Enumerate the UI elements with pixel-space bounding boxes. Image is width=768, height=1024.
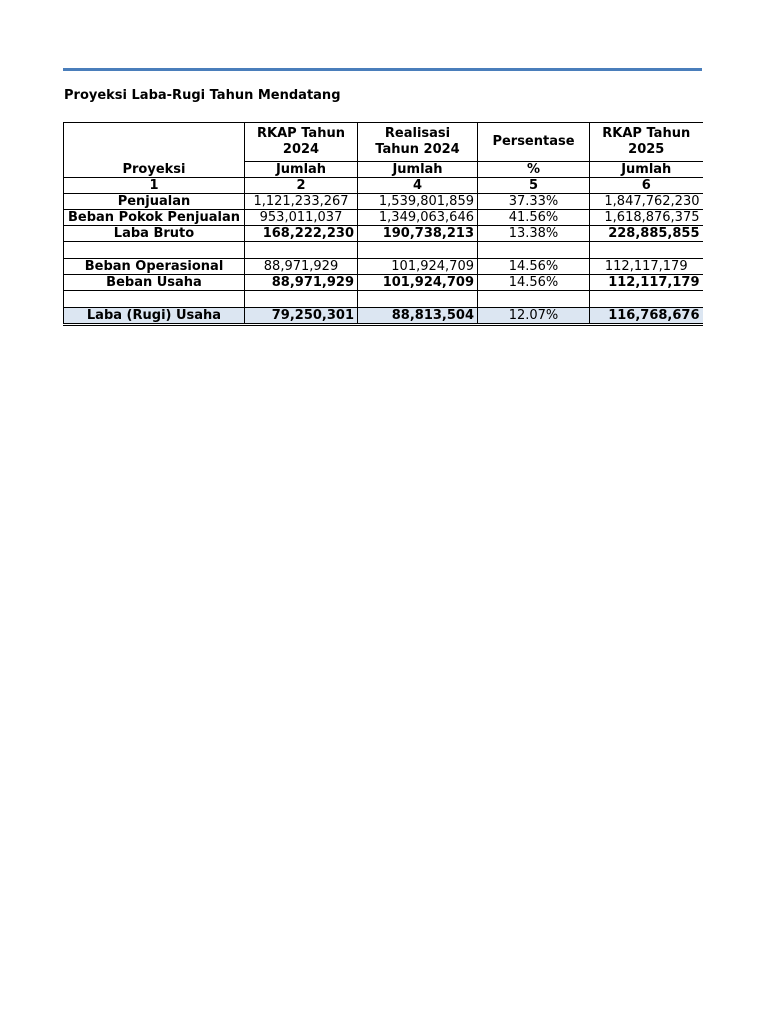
empty-cell (64, 242, 245, 259)
spacer-row (64, 291, 703, 308)
value-rkap-2025: 1,618,876,375 (590, 210, 703, 226)
value-persentase: 12.07% (478, 308, 590, 325)
empty-cell (245, 291, 358, 308)
subheader-proyeksi: Proyeksi (64, 162, 245, 178)
subheader-jumlah-rkap-2024: Jumlah (245, 162, 358, 178)
row-laba-bruto (64, 226, 703, 242)
value-realisasi-2024: 1,349,063,646 (358, 210, 478, 226)
index-cell: 1 (64, 178, 245, 194)
value-rkap-2024: 88,971,929 (245, 275, 358, 291)
row-laba-rugi-usaha (64, 308, 703, 325)
value-persentase: 14.56% (478, 275, 590, 291)
index-row (64, 178, 703, 194)
index-cell: 6 (590, 178, 703, 194)
header-persentase: Persentase (478, 123, 590, 162)
top-rule (63, 68, 702, 71)
value-rkap-2024: 1,121,233,267 (245, 194, 358, 210)
header-rkap-2025: RKAP Tahun 2025 (590, 123, 703, 162)
row-label: Beban Usaha (64, 275, 245, 291)
spacer-row (64, 242, 703, 259)
value-rkap-2024: 88,971,929 (245, 259, 358, 275)
index-cell: 2 (245, 178, 358, 194)
empty-cell (358, 242, 478, 259)
header-rkap-2024: RKAP Tahun 2024 (245, 123, 358, 162)
index-cell: 5 (478, 178, 590, 194)
subheader-percent: % (478, 162, 590, 178)
row-label: Laba (Rugi) Usaha (64, 308, 245, 325)
row-label: Laba Bruto (64, 226, 245, 242)
row-penjualan (64, 194, 703, 210)
header-realisasi-2024: Realisasi Tahun 2024 (358, 123, 478, 162)
value-realisasi-2024: 88,813,504 (358, 308, 478, 325)
row-beban-usaha (64, 275, 703, 291)
subheader-jumlah-realisasi-2024: Jumlah (358, 162, 478, 178)
value-rkap-2024: 953,011,037 (245, 210, 358, 226)
row-label: Beban Operasional (64, 259, 245, 275)
value-rkap-2024: 79,250,301 (245, 308, 358, 325)
value-rkap-2025: 112,117,179 (590, 259, 703, 275)
value-persentase: 14.56% (478, 259, 590, 275)
subheader-jumlah-rkap-2025: Jumlah (590, 162, 703, 178)
header-row (64, 123, 703, 162)
value-persentase: 41.56% (478, 210, 590, 226)
subheader-row (64, 162, 703, 178)
income-projection-table (63, 122, 703, 326)
row-beban-pokok-penjualan (64, 210, 703, 226)
row-label: Penjualan (64, 194, 245, 210)
empty-cell (245, 242, 358, 259)
value-rkap-2025: 228,885,855 (590, 226, 703, 242)
value-realisasi-2024: 190,738,213 (358, 226, 478, 242)
index-cell: 4 (358, 178, 478, 194)
empty-cell (590, 242, 703, 259)
value-rkap-2025: 116,768,676 (590, 308, 703, 325)
document-title: Proyeksi Laba-Rugi Tahun Mendatang (64, 88, 341, 103)
value-realisasi-2024: 101,924,709 (358, 259, 478, 275)
row-beban-operasional (64, 259, 703, 275)
row-label: Beban Pokok Penjualan (64, 210, 245, 226)
empty-cell (478, 291, 590, 308)
empty-cell (358, 291, 478, 308)
value-persentase: 13.38% (478, 226, 590, 242)
value-rkap-2024: 168,222,230 (245, 226, 358, 242)
value-persentase: 37.33% (478, 194, 590, 210)
empty-cell (590, 291, 703, 308)
header-blank-cell (64, 123, 245, 162)
value-rkap-2025: 112,117,179 (590, 275, 703, 291)
value-realisasi-2024: 1,539,801,859 (358, 194, 478, 210)
value-realisasi-2024: 101,924,709 (358, 275, 478, 291)
empty-cell (64, 291, 245, 308)
empty-cell (478, 242, 590, 259)
value-rkap-2025: 1,847,762,230 (590, 194, 703, 210)
